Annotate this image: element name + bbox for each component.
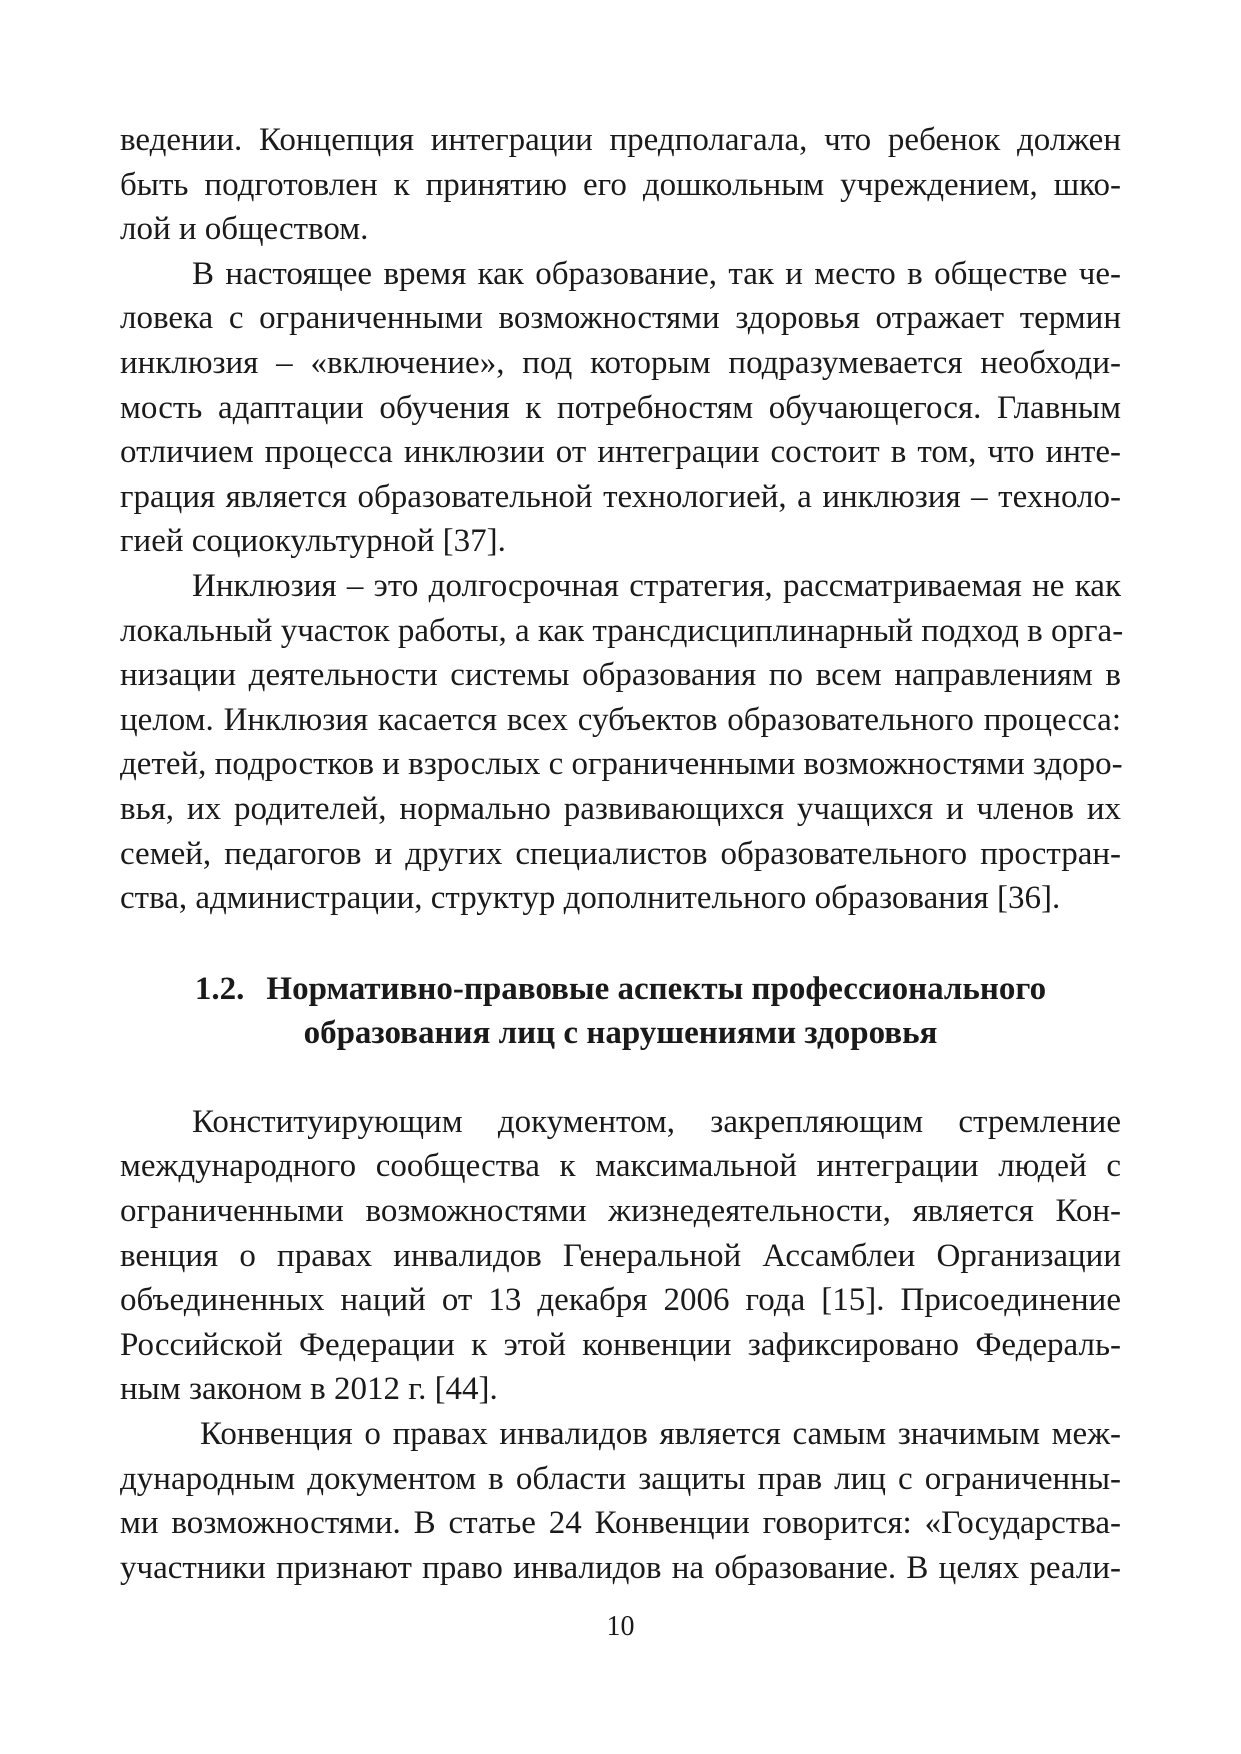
section-number: 1.2.	[194, 970, 245, 1007]
text-line: гией социокультурной [37].	[120, 523, 506, 560]
section-title-part-1: Нормативно-правовые аспекты профессионального	[266, 970, 1047, 1007]
text-line: локальный участок работы, а как трансдисциплинарный подход в орга-	[120, 612, 1124, 649]
section-heading-line-1	[120, 967, 1121, 1012]
text-line: отличием процесса инклюзии от интеграции состоит в том, что инте-	[120, 434, 1121, 471]
page-number: 10	[606, 1611, 635, 1642]
text-line: целом. Инклюзия касается всех субъектов образовательного процесса:	[120, 701, 1121, 738]
text-line: ловека с ограниченными возможностями здоровья отражает термин	[120, 300, 1121, 337]
text-line: Конституирующим документом, закрепляющим стремление	[192, 1103, 1121, 1140]
text-line: Российской Федерации к этой конвенции зафиксировано Федераль-	[120, 1326, 1121, 1363]
text-line: низации деятельности системы образования по всем направлениям в	[120, 657, 1121, 694]
text-line: детей, подростков и взрослых с ограниченными возможностями здоро-	[120, 746, 1123, 783]
text-line: В настоящее время как образование, так и место в обществе че-	[192, 255, 1121, 292]
text-line: ным законом в 2012 г. [44].	[120, 1371, 498, 1408]
text-line: ми возможностями. В статье 24 Конвенции говорится: «Государства-	[120, 1505, 1121, 1542]
text-line: грация является образовательной технологией, а инклюзия – техноло-	[120, 478, 1121, 515]
text-line: семей, педагогов и других специалистов образовательного простран-	[120, 835, 1121, 872]
text-line: мость адаптации обучения к потребностям обучающегося. Главным	[120, 389, 1121, 426]
paragraph	[120, 252, 1121, 564]
paragraph	[120, 1100, 1121, 1412]
section-heading	[120, 967, 1121, 1056]
paragraph	[120, 1412, 1121, 1590]
paragraph	[120, 118, 1121, 252]
text-line: инклюзия – «включение», под которым подразумевается необходи-	[120, 344, 1121, 381]
text-line: Инклюзия – это долгосрочная стратегия, рассматриваемая не как	[192, 567, 1121, 604]
text-line: лой и обществом.	[120, 211, 369, 248]
text-line: дународным документом в области защиты прав лиц с ограниченны-	[120, 1460, 1121, 1497]
section-heading-line-2	[120, 1011, 1121, 1056]
paragraph	[120, 564, 1124, 921]
text-line: ограниченными возможностями жизнедеятельности, является Кон-	[120, 1193, 1121, 1230]
text-line: участники признают право инвалидов на образование. В целях реали-	[120, 1549, 1121, 1586]
text-line: венция о правах инвалидов Генеральной Ассамблеи Организации	[120, 1237, 1121, 1274]
text-line: международного сообщества к максимальной интеграции людей с	[120, 1148, 1121, 1185]
text-line: Конвенция о правах инвалидов является самым значимым меж-	[200, 1416, 1121, 1453]
page-body	[120, 118, 1124, 1590]
text-line: ства, администрации, структур дополнительного образования [36].	[120, 880, 1061, 917]
section-title-part-2: образования лиц с нарушениями здоровья	[303, 1015, 938, 1052]
text-line: ведении. Концепция интеграции предполагала, что ребенок должен	[120, 122, 1121, 158]
text-line: вья, их родителей, нормально развивающихся учащихся и членов их	[120, 790, 1121, 827]
text-line: объединенных наций от 13 декабря 2006 года [15]. Присоединение	[120, 1282, 1121, 1319]
text-line: быть подготовлен к принятию его дошкольным учреждением, шко-	[120, 166, 1121, 203]
